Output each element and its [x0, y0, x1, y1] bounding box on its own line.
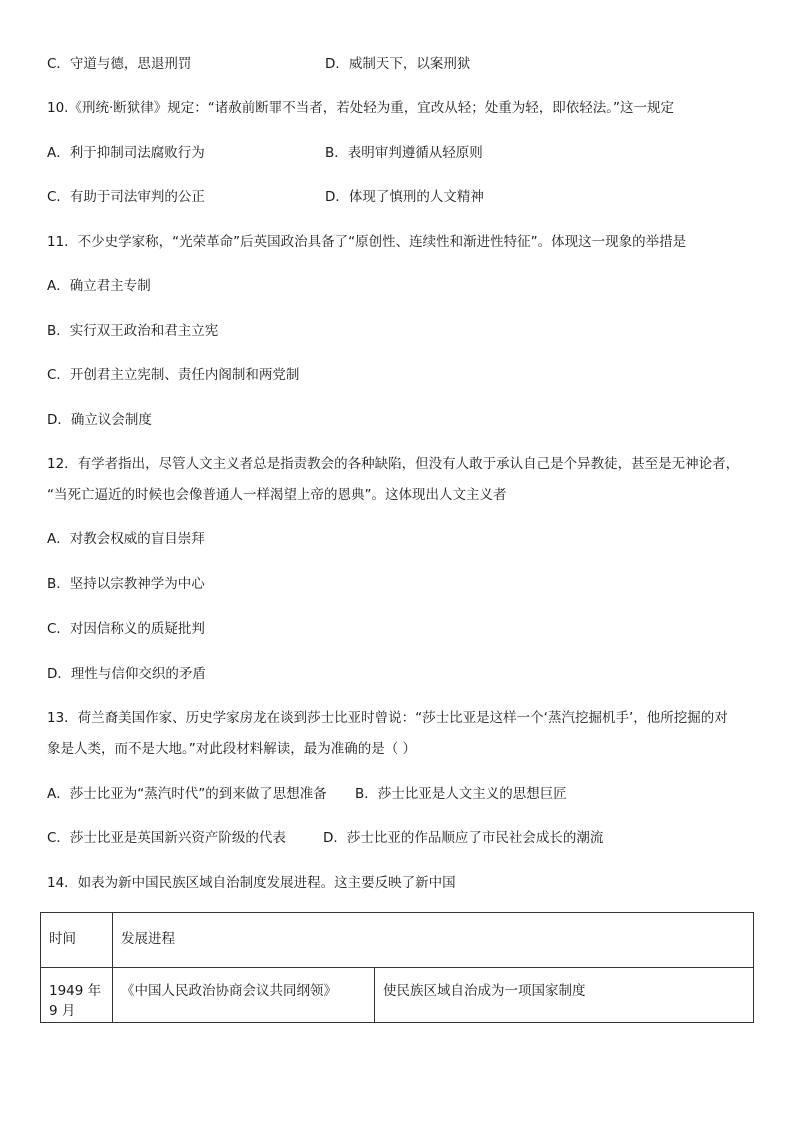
q12-option-d[interactable]: D．理性与信仰交织的矛盾	[47, 666, 206, 682]
q13-options-ab-row	[47, 784, 567, 804]
q14-table	[40, 912, 754, 1023]
table-header-progress: 发展进程	[113, 913, 754, 968]
q11-option-a[interactable]: A．确立君主专制	[47, 278, 151, 294]
q13-option-d[interactable]: D．莎士比亚的作品顺应了市民社会成长的潮流	[323, 830, 604, 846]
q12-option-c[interactable]: C．对因信称义的质疑批判	[47, 621, 205, 637]
q14-stem: 14．如表为新中国民族区域自治制度发展进程。这主要反映了新中国	[47, 875, 456, 891]
q13-stem-line-1: 13．荷兰裔美国作家、历史学家房龙在谈到莎士比亚时曾说：“莎士比亚是这样一个‘蒸汽挖掘机手’，他所挖掘的对	[47, 710, 728, 726]
q10-options-cd-row	[47, 187, 484, 207]
q10-option-b[interactable]: B．表明审判遵循从轻原则	[325, 145, 483, 161]
q13-options-cd-row	[47, 828, 604, 848]
q12-option-a[interactable]: A．对教会权威的盲目崇拜	[47, 531, 205, 547]
q11-option-b[interactable]: B．实行双王政治和君主立宪	[47, 323, 219, 339]
q10-options-ab-row	[47, 143, 483, 163]
table-cell-document: 《中国人民政治协商会议共同纲领》	[113, 968, 375, 1023]
q12-stem-line-2: “当死亡逼近的时候也会像普通人一样渴望上帝的恩典”。这体现出人文主义者	[47, 487, 507, 503]
q9-option-c[interactable]: C．守道与德，思退刑罚	[47, 56, 192, 72]
q10-option-c[interactable]: C．有助于司法审判的公正	[47, 189, 205, 205]
q9-options-cd-row	[47, 54, 471, 74]
q9-option-d[interactable]: D．威制天下，以案刑狱	[325, 56, 471, 72]
q11-stem: 11．不少史学家称，“光荣革命”后英国政治具备了“原创性、连续性和渐进性特征”。体现这一现象的举措是	[47, 234, 687, 250]
q11-option-d[interactable]: D．确立议会制度	[47, 412, 152, 428]
q13-option-c[interactable]: C．莎士比亚是英国新兴资产阶级的代表	[47, 830, 286, 846]
q12-option-b[interactable]: B．坚持以宗教神学为中心	[47, 576, 205, 592]
table-header-row	[41, 913, 754, 968]
q13-option-a[interactable]: A．莎士比亚为“蒸汽时代”的到来做了思想准备	[47, 786, 327, 802]
table-header-time: 时间	[41, 913, 113, 968]
table-row	[41, 968, 754, 1023]
table-cell-time: 1949 年 9 月	[41, 968, 113, 1023]
q13-stem-line-2: 象是人类，而不是大地。”对此段材料解读，最为准确的是（ ）	[47, 741, 417, 757]
q10-stem: 10.《刑统·断狱律》规定：“诸赦前断罪不当者，若处轻为重，宜改从轻；处重为轻，即依轻法。”这一规定	[47, 100, 674, 116]
q10-option-d[interactable]: D．体现了慎刑的人文精神	[325, 189, 484, 205]
table-cell-description: 使民族区域自治成为一项国家制度	[375, 968, 754, 1023]
q12-stem-line-1: 12．有学者指出，尽管人文主义者总是指责教会的各种缺陷，但没有人敢于承认自己是个异教徒，甚至是无神论者，	[47, 456, 740, 472]
q10-option-a[interactable]: A．利于抑制司法腐败行为	[47, 145, 205, 161]
q13-option-b[interactable]: B．莎士比亚是人文主义的思想巨匠	[355, 786, 567, 802]
q11-option-c[interactable]: C．开创君主立宪制、责任内阁制和两党制	[47, 367, 300, 383]
